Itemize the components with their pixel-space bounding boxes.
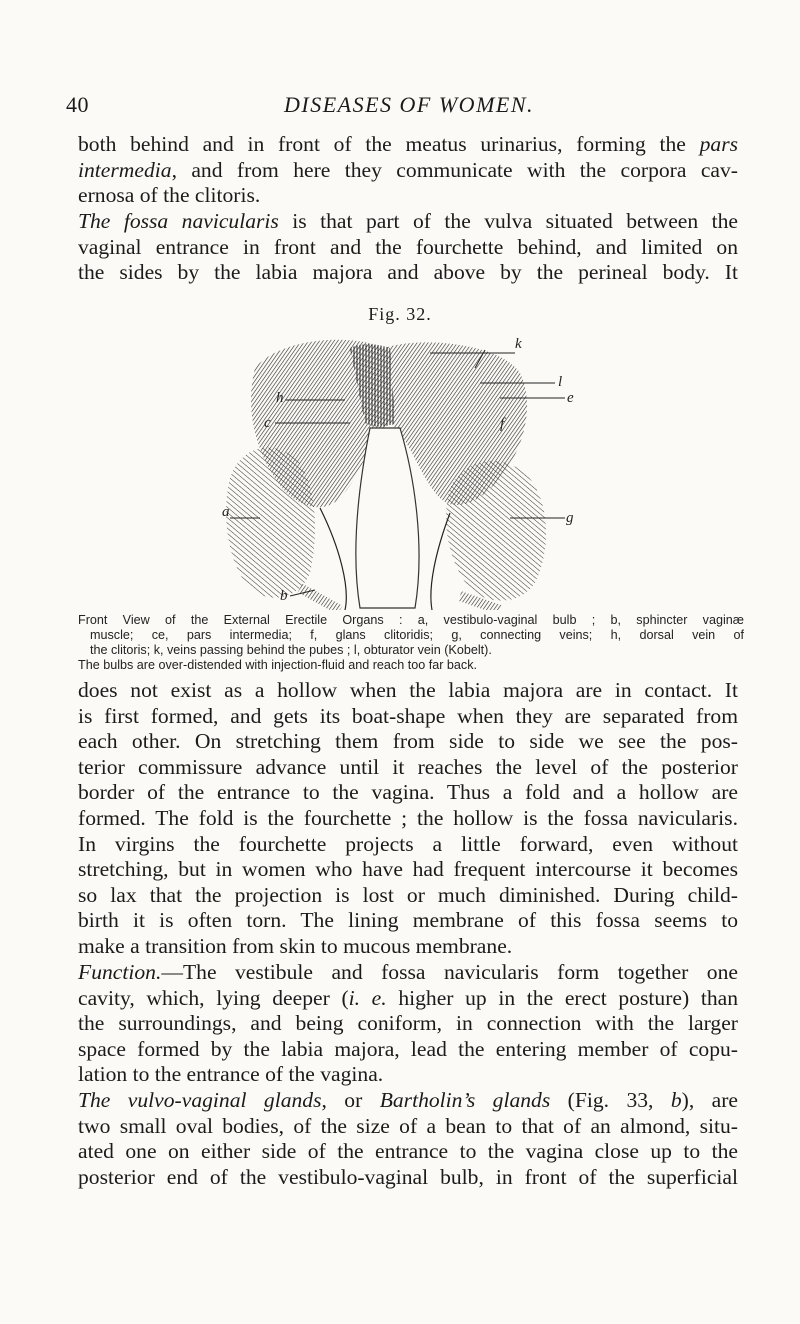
text-line [78,158,738,184]
text-line: ated one on either side of the entrance to the vagina close up to the [78,1139,738,1164]
text-line: birth it is often torn. The lining membrane of this fossa seems to [78,908,738,933]
text-line: two small oval bodies, of the size of a bean to that of an almond, situ- [78,1113,738,1138]
caption-line: The bulbs are over-distended with injection-fluid and reach too far back. [78,658,478,672]
text-span: ernosa of the clitoris. [78,183,261,208]
running-head [66,92,710,122]
text-span: the sides by the labia majora and above by the perineal body. It [78,260,738,285]
emphasis-span: The vulvo-vaginal glands [78,1088,322,1112]
text-line: so lax that the projection is lost or much diminished. During child- [78,882,738,907]
vestibulo-vaginal-bulb-left [226,448,315,598]
text-line: posterior end of the vestibulo-vaginal bulb, in front of the superficial [78,1164,738,1189]
text-span: vaginal entrance in front and the fourchette behind, and limited on [78,234,738,259]
emphasis-span: Function. [78,960,162,984]
text-span: cavity, which, lying deeper ( [78,985,349,1010]
text-line [78,260,738,286]
caption-line: Front View of the External Erectile Organs : a, vestibulo-vaginal bulb ; b, sphincter vaginæ [78,613,744,627]
vestibulo-vaginal-bulb-right [446,461,546,601]
text-span: both behind and in front of the meatus urinarius, forming the [78,132,686,156]
text-line [78,1088,738,1114]
figure-letter-g: g [566,510,574,526]
figure-letter-f: f [500,416,505,432]
paragraph-body [78,678,738,960]
running-title: DISEASES OF WOMEN. [284,92,535,117]
figure-label: Fig. 32. [368,304,432,324]
paragraph-function [78,960,738,1088]
emphasis-span: Bartholin’s glands [379,1088,551,1112]
text-span: is that part of the vulva situated between the [278,209,738,233]
text-line: formed. The fold is the fourchette ; the hollow is the fossa navicularis. [78,805,738,830]
paragraph-fossa [78,209,738,286]
emphasis-span: i. e. [348,985,387,1010]
figure-letter-k: k [515,336,522,352]
text-span: , or [321,1088,380,1112]
text-span: higher up in the erect posture) than [386,985,739,1010]
figure-letter-e: e [567,390,574,406]
text-line: stretching, but in women who have had frequent intercourse it becomes [78,857,738,882]
figure-caption [78,613,744,673]
text-span: , and from here they communicate with the corpora cav- [171,157,738,182]
text-span: (Fig. 33, [550,1088,671,1112]
emphasis-span: pars [699,132,738,156]
caption-line: the clitoris; k, veins passing behind the pubes ; l, obturator vein (Kobelt). [90,643,492,657]
text-line [78,209,738,235]
text-span: ), are [681,1088,738,1112]
text-line [78,960,738,986]
vestibule-cleft [356,428,419,608]
figure-letter-l: l [558,374,563,390]
paragraph-intro [78,132,738,209]
text-span: —The vestibule and fossa navicularis form together one [161,960,738,984]
text-line [78,183,738,209]
anatomical-engraving [200,328,575,610]
paragraph-glands [78,1088,738,1190]
text-line: the surroundings, and being coniform, in connection with the larger [78,1011,738,1036]
text-line: is first formed, and gets its boat-shape when they are separated from [78,703,738,728]
page-number: 40 [66,92,89,117]
text-line [78,986,738,1012]
text-line: each other. On stretching them from side to side we see the pos- [78,729,738,754]
text-line: terior commissure advance until it reaches the level of the posterior [78,754,738,779]
text-line: does not exist as a hollow when the labia majora are in contact. It [78,678,738,702]
figure-letter-h: h [276,390,284,406]
text-line [78,132,738,158]
emphasis-span: The fossa navicularis [78,209,279,233]
figure-letter-b: b [280,588,288,604]
figure-letter-c: c [264,415,271,431]
text-line: space formed by the labia majora, lead the entering member of copu- [78,1036,738,1061]
caption-line: muscle; ce, pars intermedia; f, glans clitoridis; g, connecting veins; h, dorsal vein of [90,628,744,642]
figure-letter-a: a [222,504,230,520]
text-line: lation to the entrance of the vagina. [78,1062,384,1087]
emphasis-span: b [670,1088,682,1112]
text-line: make a transition from skin to mucous membrane. [78,933,513,958]
emphasis-span: intermedia [78,157,172,182]
text-line: border of the entrance to the vagina. Thus a fold and a hollow are [78,780,738,805]
text-line: In virgins the fourchette projects a little forward, even without [78,831,738,856]
text-line [78,235,738,261]
